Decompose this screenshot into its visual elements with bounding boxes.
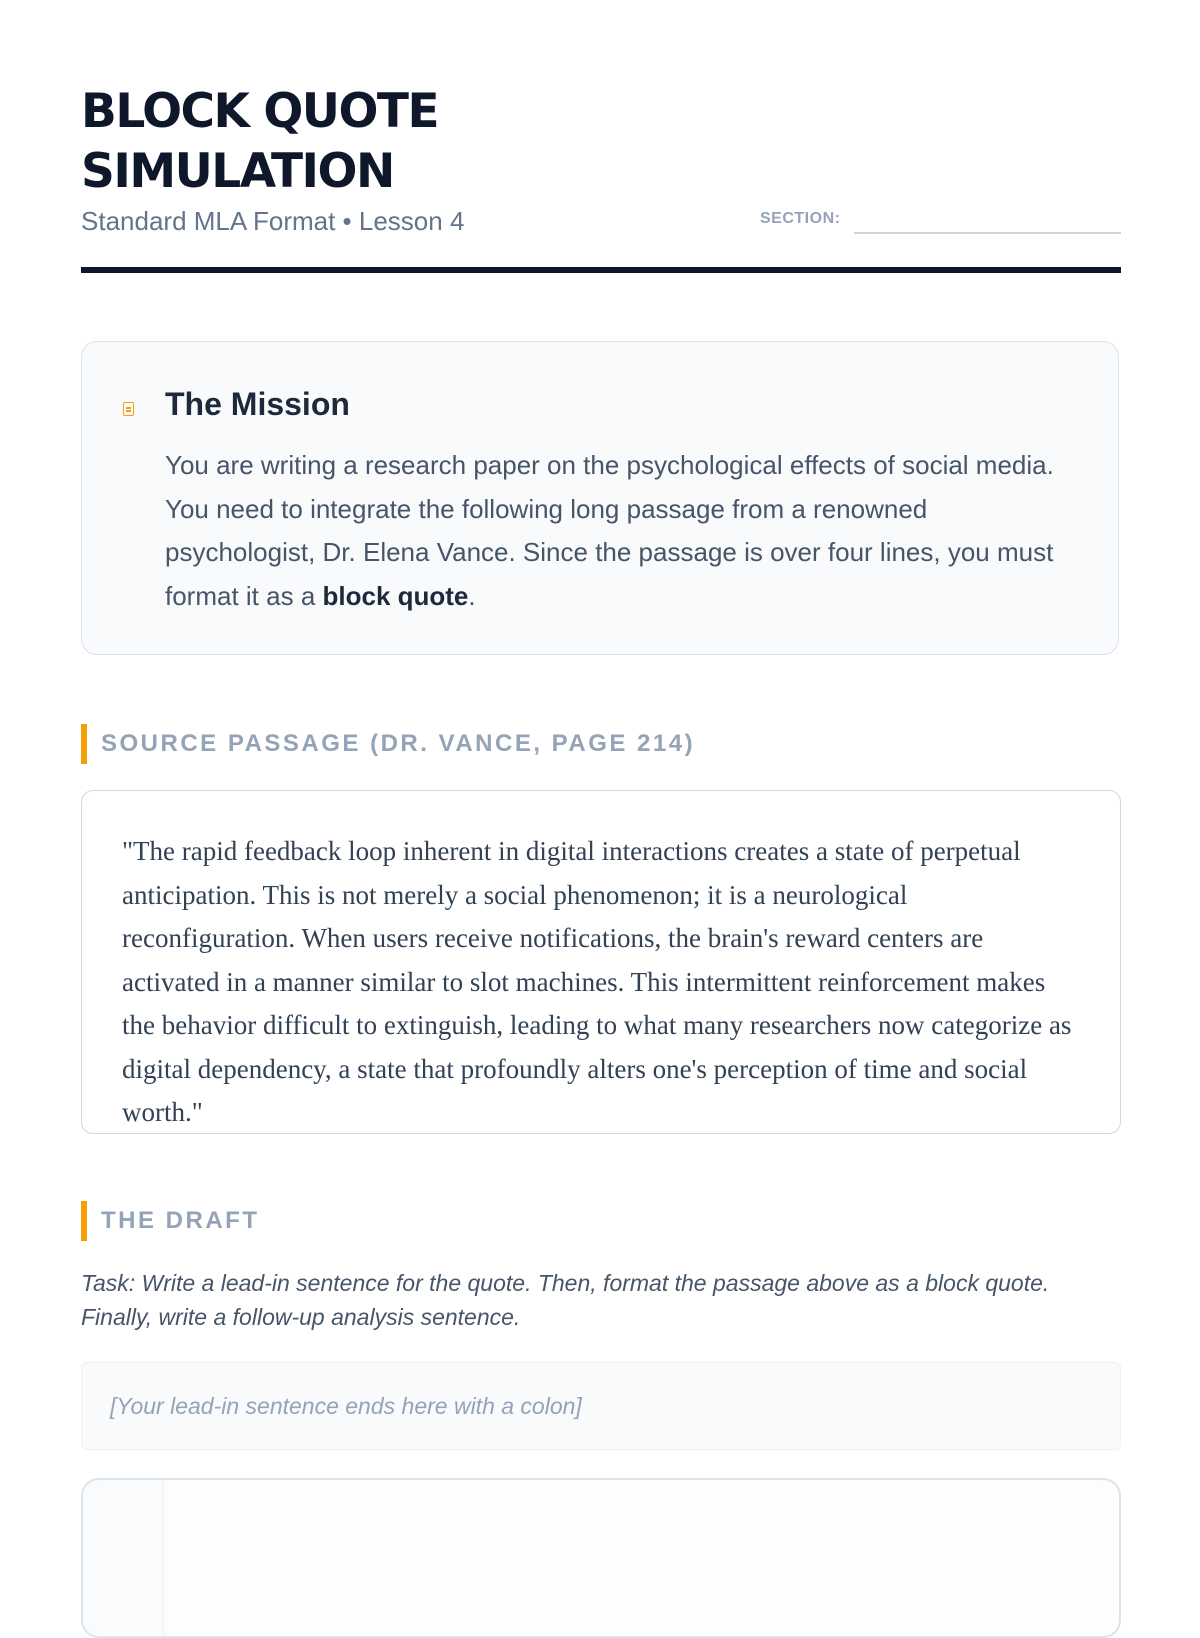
header-divider [81,267,1121,273]
source-passage-heading: SOURCE PASSAGE (DR. VANCE, PAGE 214) [81,724,695,764]
draft-task-instructions: Task: Write a lead-in sentence for the quote. Then, format the passage above as a block quote. Finally, write a follow-up analysis sentence. [81,1270,1050,1330]
worksheet-page [81,0,1121,1419]
document-icon [123,402,134,416]
mission-card [81,341,1119,655]
mission-body-text: You are writing a research paper on the psychological effects of social media. You need to integrate the following long passage from a renowned psychologist, Dr. Elena Vance. Since the passage is over four lines, you must format it as a [165,450,1054,611]
mission-body-emphasis: block quote [322,580,469,611]
source-passage-box [81,790,1121,1134]
worksheet-header [81,0,1121,275]
mission-body-end: . [468,580,476,611]
draft-heading: THE DRAFT [81,1201,259,1241]
block-quote-indent-margin [83,1480,164,1636]
mission-body [165,444,1075,618]
source-passage-text: "The rapid feedback loop inherent in digital interactions creates a state of perpetual anticipation. This is not merely a social phenomenon; it is a neurological reconfiguration. When users receive notifications, the brain's reward centers are activated in a manner similar to slot machines. This intermittent reinforcement makes the behavior difficult to extinguish, leading to what many researchers now categorize as digital dependency, a state that profoundly alters one's perception of time and social worth." [122,836,1072,1127]
section-label: SECTION: [760,210,841,227]
block-quote-input-area[interactable] [81,1478,1121,1638]
lead-in-sentence-input[interactable]: [Your lead-in sentence ends here with a colon] [81,1362,1121,1450]
section-input-line[interactable] [854,232,1121,234]
mission-title: The Mission [165,386,350,422]
page-title: BLOCK QUOTE SIMULATION [81,84,439,199]
page-subtitle: Standard MLA Format • Lesson 4 [81,206,465,236]
